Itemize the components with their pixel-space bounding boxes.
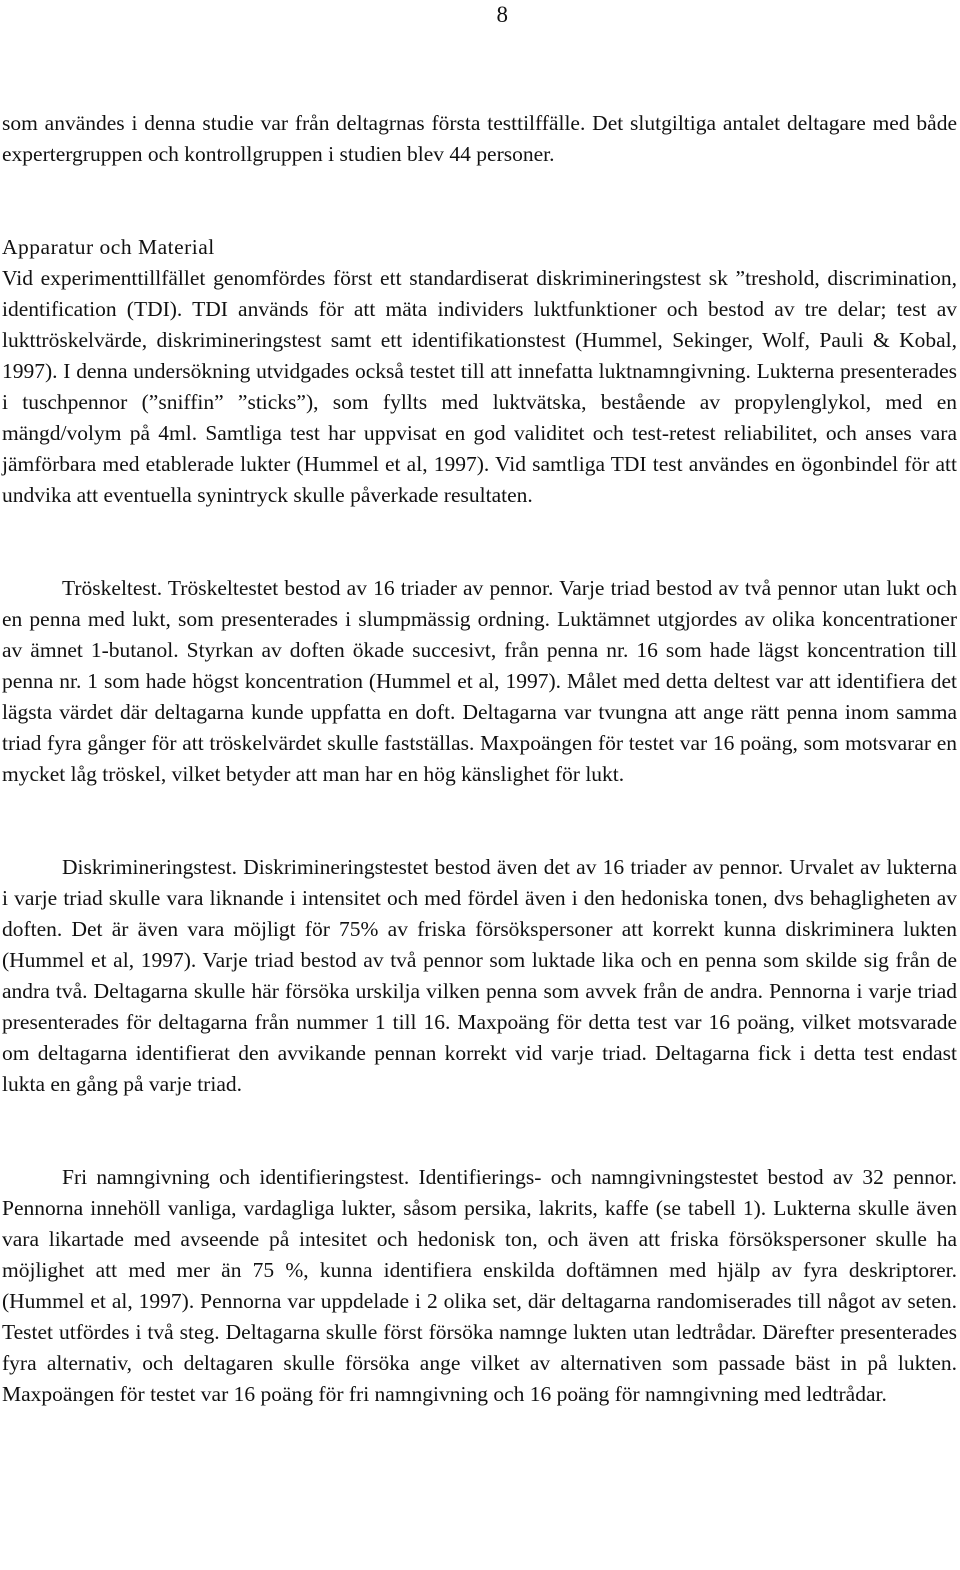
naming-title: Fri namngivning och identifieringstest. — [62, 1165, 410, 1189]
section-spacer — [2, 511, 957, 573]
document-body — [2, 108, 957, 1410]
section-spacer — [2, 790, 957, 852]
intro-paragraph: som användes i denna studie var från deltagrnas första testtilffälle. Det slutgiltiga antalet deltagare med både expertergruppen och kontrollgruppen i studien blev 44 personer. — [2, 111, 957, 166]
section-spacer — [2, 170, 957, 232]
discrimination-text: Diskrimineringstestet bestod även det av 16 triader av pennor. Urvalet av lukterna i varje triad skulle vara liknande i intensitet och med fördel även i den hedoniska tonen, dvs behagligheten av doften. Det är även vara möjligt för 75% av friska försökspersoner att korrekt kunna diskriminera lukten (Hummel et al, 1997). Varje triad bestod av två pennor som luktade lika och en penna som skilde sig från de andra två. Deltagarna skulle här försöka urskilja vilken penna som avvek från de andra. Pennorna i varje triad presenterades för deltagarna från nummer 1 till 16. Maxpoäng för detta test var 16 poäng, vilket motsvarade om deltagarna identifierat den avvikande pennan korrekt vid varje triad. Deltagarna fick i detta test endast lukta en gång på varje triad. — [2, 855, 957, 1096]
naming-text: Identifierings- och namngivningstestet bestod av 32 pennor. Pennorna innehöll vanliga, vardagliga lukter, såsom persika, lakrits, kaffe (se tabell 1). Lukterna skulle även vara likartade med avseende på intesitet och hedonisk ton, och även att friska försökspersoner skulle ha möjlighet att med mer än 75 %, kunna identifiera enskilda doftämnen med hjälp av fyra deskriptorer. (Hummel et al, 1997). Pennorna var uppdelade i 2 olika set, där deltagarna randomiserades till något av seten. Testet utfördes i två steg. Deltagarna skulle först försöka namnge lukten utan ledtrådar. Därefter presenterades fyra alternativ, och deltagaren skulle försöka ange vilket av alternativen som passade bäst in på lukten. Maxpoängen för testet var 16 poäng för fri namngivning och 16 poäng för namngivning med ledtrådar. — [2, 1165, 958, 1406]
threshold-paragraph — [2, 573, 957, 790]
page-number: 8 — [496, 2, 508, 27]
section-spacer — [2, 1100, 957, 1162]
discrimination-paragraph — [2, 852, 957, 1100]
threshold-text: Tröskeltestet bestod av 16 triader av pennor. Varje triad bestod av två pennor utan lukt och en penna med lukt, som presenterades i slumpmässig ordning. Luktämnet utgjordes av olika koncentrationer av ämnet 1-butanol. Styrkan av doften ökade succesivt, från penna nr. 16 som hade lägst koncentration till penna nr. 1 som hade högst koncentration (Hummel et al, 1997). Målet med detta deltest var att identifiera det lägsta värdet där deltagarna kunde uppfatta en doft. Deltagarna var tvungna att ange rätt penna inom samma triad fyra gånger för att tröskelvärdet skulle fastställas. Maxpoängen för testet var 16 poäng, som motsvarar en mycket låg tröskel, vilket betyder att man har en hög känslighet för lukt. — [2, 576, 957, 786]
discrimination-title: Diskrimineringstest. — [62, 855, 237, 879]
section-heading-apparatus: Apparatur och Material — [2, 235, 215, 259]
apparatus-paragraph: Vid experimenttillfället genomfördes först ett standardiserat diskrimineringstest sk ”treshold, discrimination, identification (TDI). TDI används för att mäta individers luktfunktioner och bestod av tre delar; test av lukttröskelvärde, diskrimineringstest samt ett identifikationstest (Hummel, Sekinger, Wolf, Pauli & Kobal, 1997). I denna undersökning utvidgades också testet till att innefatta luktnamngivning. Lukterna presenterades i tuschpennor (”sniffin” ”sticks”), som fyllts med luktvätska, bestående av propylenglykol, med en mängd/volym på 4ml. Samtliga test har uppvisat en god validitet och test-retest reliabilitet, och anses vara jämförbara med etablerade lukter (Hummel et al, 1997). Vid samtliga TDI test användes en ögonbindel för att undvika att eventuella synintryck skulle påverkade resultaten. — [2, 266, 957, 507]
naming-paragraph — [2, 1162, 957, 1410]
threshold-title: Tröskeltest. — [62, 576, 163, 600]
